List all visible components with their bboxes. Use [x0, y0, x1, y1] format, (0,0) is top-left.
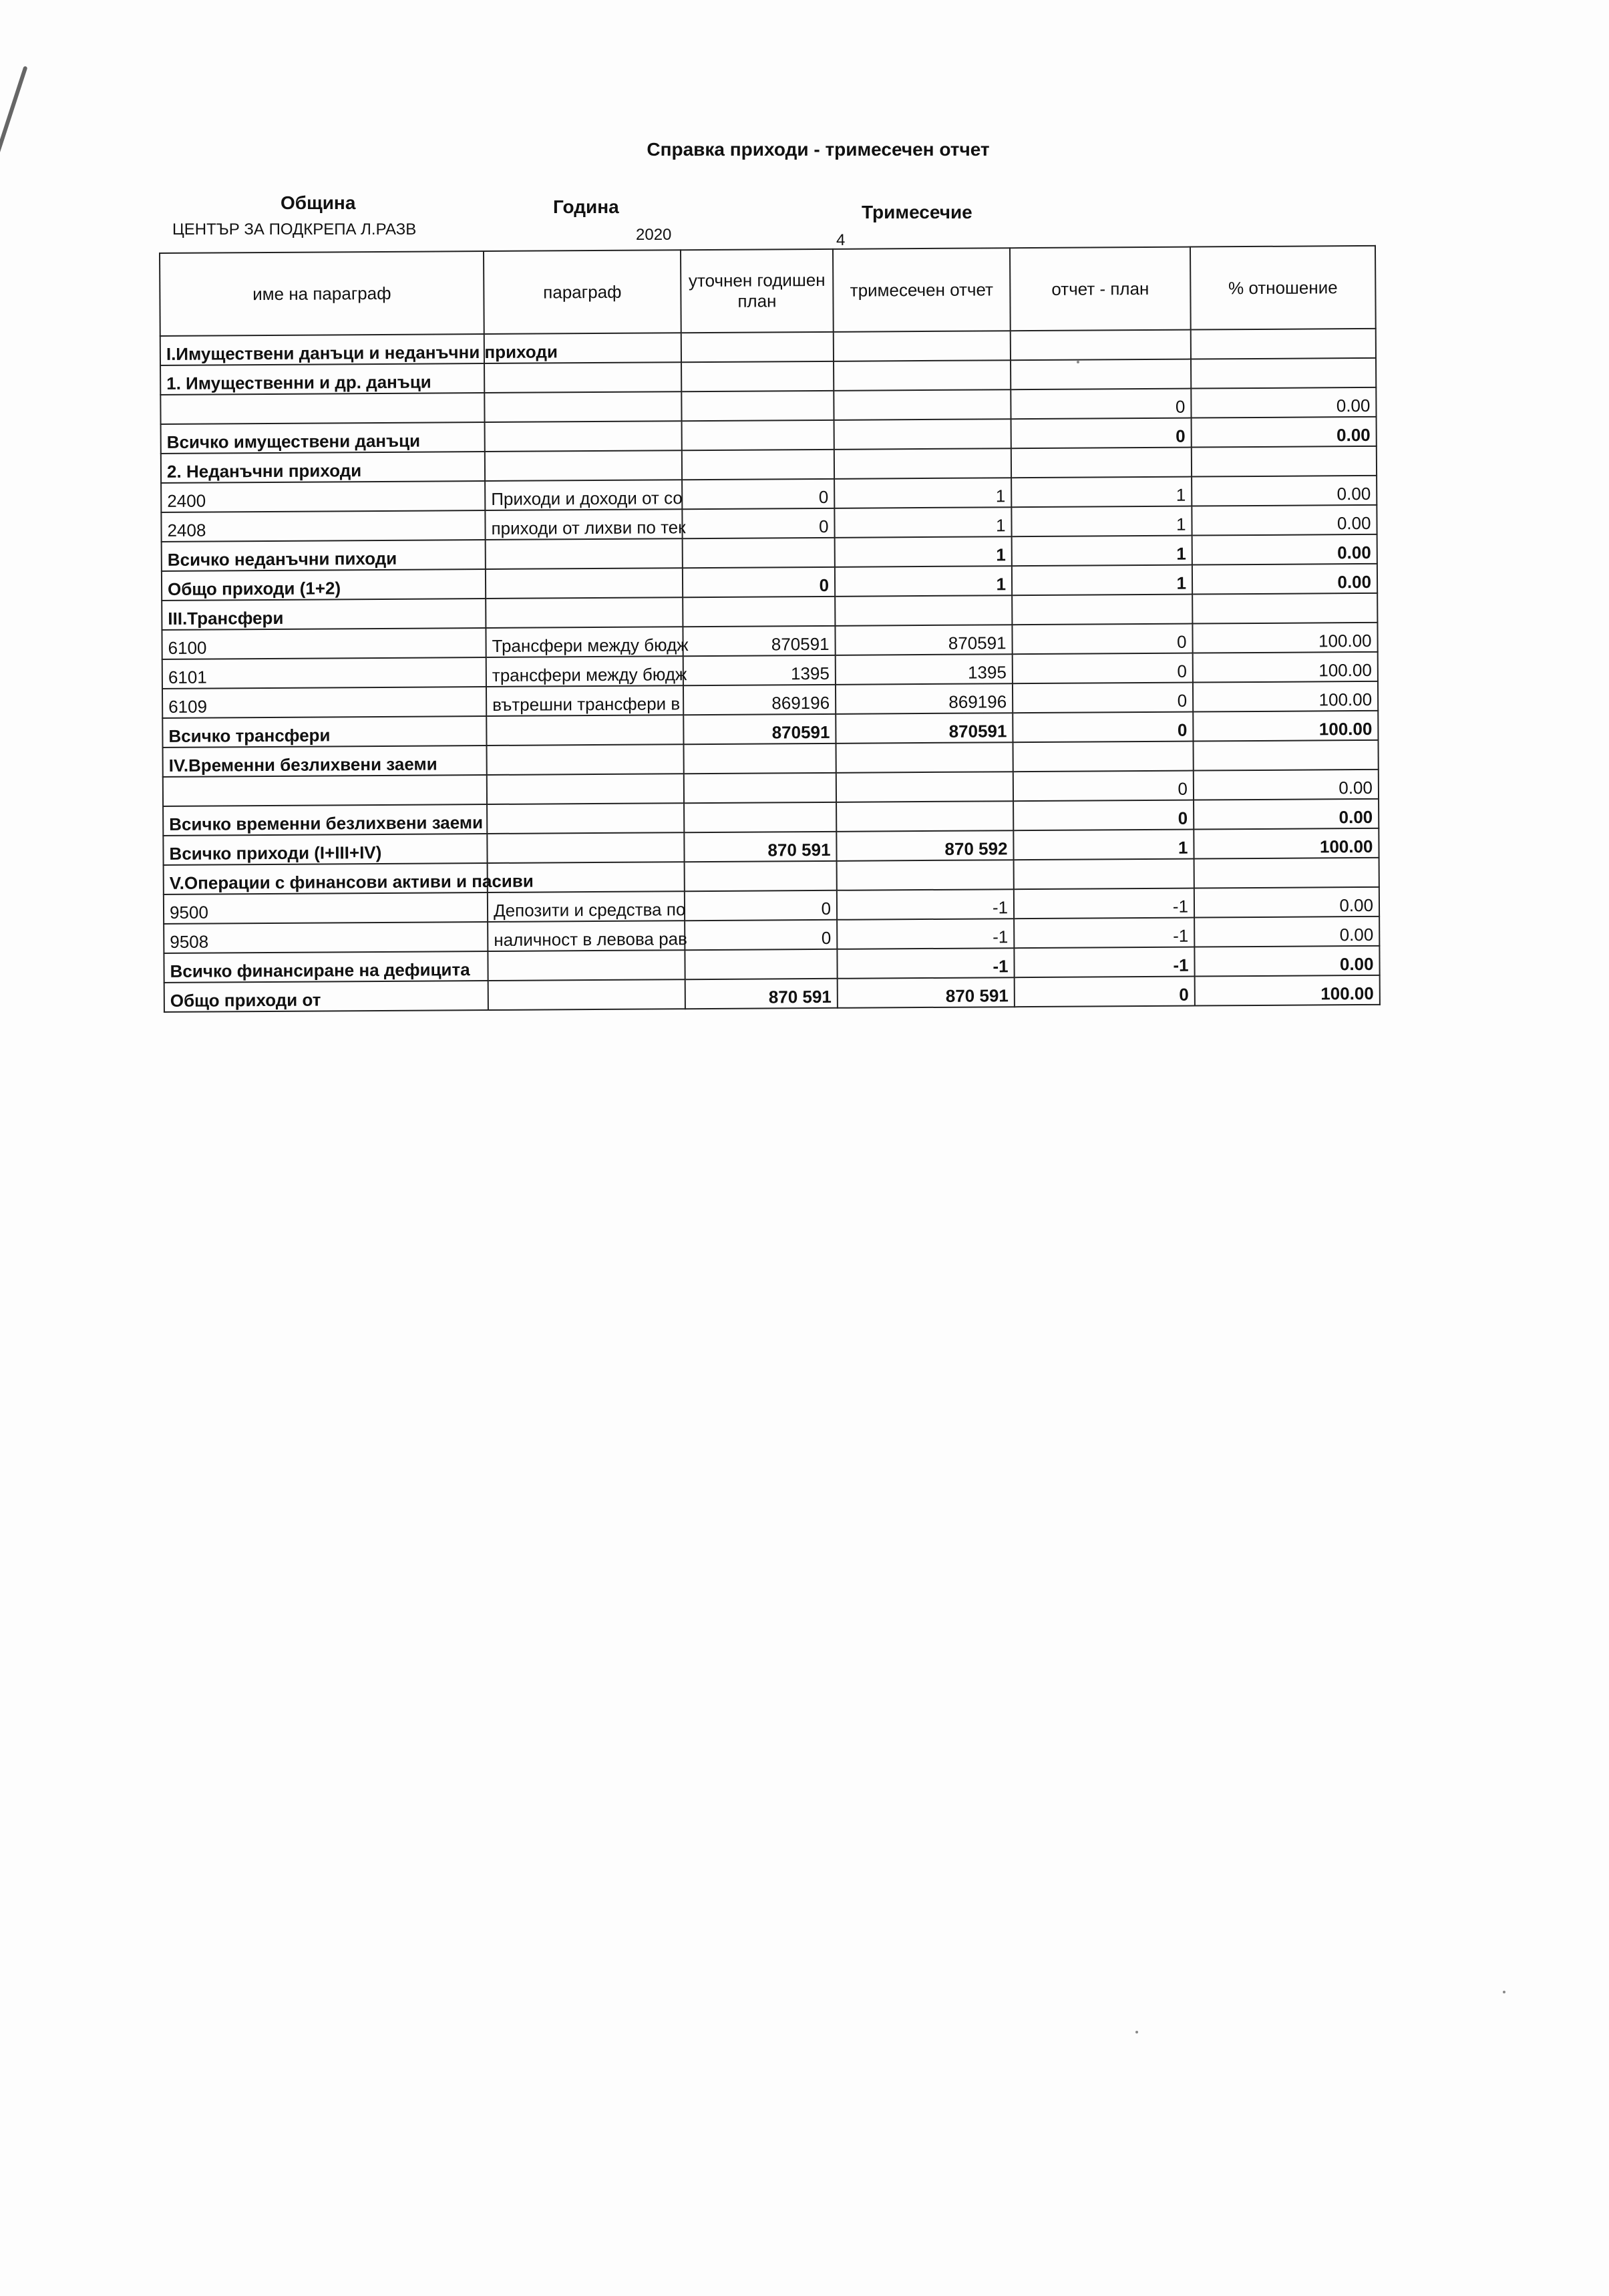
col-header-percent: % отношение [1190, 246, 1376, 330]
row-report [836, 742, 1013, 773]
row-report: 1 [835, 536, 1012, 567]
row-diff [1014, 859, 1194, 890]
row-report [834, 360, 1011, 391]
row-paragraph [488, 950, 685, 981]
row-diff: 0 [1011, 418, 1192, 449]
row-diff: 1 [1013, 830, 1194, 860]
row-report [834, 389, 1011, 420]
row-plan [683, 597, 835, 627]
row-plan [683, 538, 835, 568]
row-report: 1 [834, 478, 1011, 508]
row-report [836, 801, 1013, 832]
row-diff: -1 [1014, 947, 1194, 978]
row-paragraph [485, 450, 682, 481]
row-percent: 100.00 [1193, 652, 1378, 683]
pen-mark [0, 65, 27, 156]
row-percent [1194, 858, 1379, 888]
row-report: 1 [834, 507, 1011, 538]
revenue-table [159, 245, 1381, 1013]
row-paragraph [487, 803, 684, 834]
row-percent: 0.00 [1192, 564, 1377, 595]
row-report: 1395 [836, 654, 1013, 685]
row-diff: 1 [1011, 477, 1192, 508]
row-name: 2400 [161, 481, 485, 512]
row-diff [1013, 742, 1194, 772]
row-paragraph [487, 832, 684, 863]
row-diff: 1 [1011, 506, 1192, 537]
row-diff: -1 [1014, 888, 1194, 919]
year-label: Година [553, 196, 619, 217]
row-report [836, 772, 1013, 802]
table-body [160, 329, 1380, 1012]
row-percent [1191, 358, 1376, 389]
row-report [834, 448, 1011, 479]
row-plan: 870 591 [684, 832, 836, 862]
row-plan [682, 420, 834, 450]
row-percent: 0.00 [1192, 476, 1377, 506]
row-plan [685, 949, 837, 979]
row-diff: 0 [1013, 800, 1194, 831]
row-paragraph [484, 362, 681, 393]
row-report [835, 595, 1012, 626]
row-name: V.Операции с финансови активи и пасиви [164, 863, 488, 894]
row-percent [1191, 329, 1376, 359]
row-plan [684, 802, 836, 832]
row-paragraph [485, 421, 682, 452]
row-paragraph: Приходи и доходи от со [485, 480, 682, 510]
row-name: 6100 [162, 628, 486, 659]
row-paragraph [488, 979, 685, 1010]
municipality-value: ЦЕНТЪР ЗА ПОДКРЕПА Л.РАЗВ [172, 220, 417, 238]
row-percent: 100.00 [1193, 681, 1378, 712]
row-percent: 100.00 [1194, 828, 1379, 859]
row-plan: 870591 [683, 626, 835, 656]
row-percent: 0.00 [1194, 770, 1379, 800]
row-paragraph [484, 391, 681, 422]
row-diff [1011, 359, 1191, 390]
row-paragraph: Трансфери между бюдж [486, 627, 683, 657]
row-paragraph: Депозити и средства по [488, 891, 685, 922]
row-diff: 0 [1013, 712, 1193, 743]
row-percent: 0.00 [1192, 534, 1377, 565]
row-diff: 1 [1012, 565, 1192, 596]
row-percent: 100.00 [1193, 711, 1378, 742]
row-diff [1011, 448, 1192, 478]
row-paragraph: приходи от лихви по тек [485, 509, 682, 540]
col-header-plan: уточнен годишен план [681, 249, 834, 333]
row-percent [1193, 740, 1378, 771]
row-plan: 0 [685, 890, 837, 921]
row-plan [681, 361, 834, 391]
scan-speck [1503, 1991, 1505, 1993]
col-header-report: тримесечен отчет [833, 248, 1011, 332]
row-report: -1 [837, 948, 1014, 979]
row-diff [1012, 595, 1192, 625]
row-percent: 0.00 [1194, 917, 1379, 947]
quarter-value: 4 [836, 231, 846, 249]
row-plan [682, 450, 834, 480]
row-paragraph [486, 715, 683, 746]
table-header-row [160, 246, 1376, 336]
col-header-name: име на параграф [160, 251, 484, 336]
row-name: 6109 [162, 687, 486, 718]
row-diff: 0 [1013, 653, 1193, 684]
row-name: I.Имуществени данъци и неданъчни приходи [160, 334, 484, 365]
row-paragraph [487, 774, 684, 804]
row-plan [684, 744, 836, 774]
row-paragraph [486, 568, 683, 599]
row-plan: 0 [683, 567, 835, 597]
year-value: 2020 [636, 226, 672, 244]
row-name: Всичко приходи (I+III+IV) [163, 834, 487, 865]
row-plan: 869196 [683, 685, 836, 715]
row-report: 870 592 [836, 830, 1013, 861]
row-report [834, 419, 1011, 450]
row-diff: 0 [1011, 389, 1191, 420]
col-header-diff: отчет - план [1010, 247, 1191, 331]
row-paragraph: трансфери между бюдж [486, 656, 683, 687]
row-name: III.Трансфери [162, 599, 486, 630]
row-plan: 0 [682, 508, 834, 538]
row-plan [681, 332, 834, 362]
row-report: 870 591 [838, 977, 1015, 1008]
scan-speck [1077, 361, 1079, 363]
row-paragraph [486, 597, 683, 628]
municipality-label: Община [281, 192, 356, 213]
row-name: Общо приходи (1+2) [162, 569, 486, 601]
row-plan: 0 [682, 479, 834, 509]
row-name: 6101 [162, 657, 486, 689]
row-paragraph: наличност в левова рав [488, 921, 685, 951]
row-name: 1. Имущественни и др. данъци [160, 363, 484, 395]
row-name: Всичко трансфери [162, 716, 486, 748]
row-plan [685, 861, 837, 891]
row-report: -1 [837, 889, 1014, 920]
row-name: Всичко финансиране на дефицита [164, 951, 488, 983]
row-percent: 0.00 [1194, 799, 1379, 830]
row-percent [1192, 593, 1377, 624]
row-percent: 0.00 [1192, 505, 1377, 536]
row-name: 2408 [161, 510, 485, 542]
row-name: Всичко имуществени данъци [161, 422, 485, 454]
row-name: 9508 [164, 922, 488, 953]
row-name: 2. Неданъчни приходи [161, 452, 485, 483]
row-plan: 1395 [683, 655, 836, 685]
row-name: Всичко временни безлихвени заеми [163, 804, 487, 836]
row-percent: 0.00 [1192, 417, 1377, 448]
row-plan: 870 591 [685, 979, 838, 1009]
row-percent: 0.00 [1194, 946, 1379, 977]
row-diff: 0 [1013, 683, 1193, 713]
col-header-paragraph: параграф [484, 250, 681, 334]
row-plan: 0 [685, 920, 837, 950]
row-diff: 0 [1013, 771, 1194, 802]
row-paragraph [486, 538, 683, 569]
row-percent: 0.00 [1194, 887, 1379, 918]
row-report: -1 [837, 919, 1014, 949]
row-paragraph: вътрешни трансфери в [486, 685, 683, 716]
row-name: 9500 [164, 892, 488, 924]
row-name: Всичко неданъчни пиходи [162, 540, 486, 571]
row-percent: 100.00 [1195, 975, 1380, 1006]
row-plan [684, 773, 836, 803]
row-name [160, 393, 484, 424]
report-title: Справка приходи - тримесечен отчет [647, 139, 990, 160]
row-diff: 0 [1012, 624, 1192, 655]
scan-speck [1135, 2031, 1138, 2033]
row-diff: 1 [1012, 536, 1192, 566]
row-percent: 100.00 [1192, 623, 1377, 653]
row-name [163, 775, 487, 806]
row-report: 870591 [836, 713, 1013, 744]
row-name: Общо приходи от [164, 981, 488, 1012]
row-percent: 0.00 [1191, 387, 1376, 418]
row-percent [1192, 446, 1377, 477]
row-diff [1011, 330, 1191, 361]
row-report: 869196 [836, 683, 1013, 714]
row-report [834, 331, 1011, 361]
row-report [837, 860, 1014, 890]
row-report: 870591 [835, 625, 1012, 655]
row-diff: -1 [1014, 918, 1194, 949]
row-name: IV.Временни безлихвени заеми [163, 746, 487, 777]
row-report: 1 [835, 566, 1012, 597]
quarter-label: Тримесечие [862, 202, 972, 222]
row-diff: 0 [1015, 977, 1195, 1007]
row-plan [681, 391, 834, 421]
row-paragraph [487, 744, 684, 775]
row-plan: 870591 [683, 714, 836, 744]
